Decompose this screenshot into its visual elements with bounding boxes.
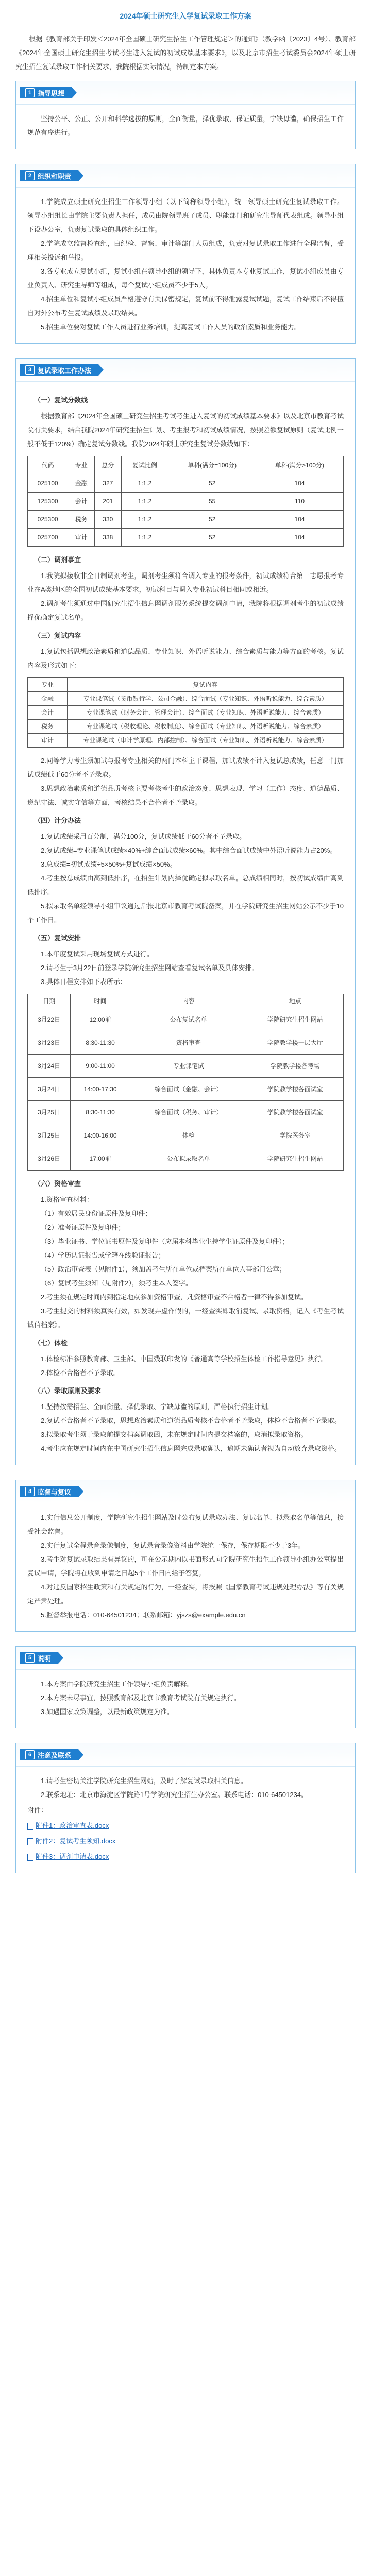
table-cell: 学院教学楼各考场 bbox=[247, 1055, 343, 1078]
table-cell: 3月26日 bbox=[28, 1147, 71, 1171]
table-cell: 综合面试（税务、审计） bbox=[130, 1101, 247, 1124]
table-header-row bbox=[28, 994, 344, 1008]
table-row bbox=[28, 1101, 344, 1124]
paragraph: 3.考生对复试录取结果有异议的，可在公示期内以书面形式向学院研究生招生工作领导小组办公室提出复议申请，学院将在收到申请之日起5个工作日内给予答复。 bbox=[27, 1555, 344, 1577]
section-notes bbox=[15, 1646, 356, 1728]
section-header bbox=[16, 81, 355, 105]
table-header: 地点 bbox=[247, 994, 343, 1008]
table-header: 单科(满分>100分) bbox=[256, 456, 344, 474]
section-header bbox=[16, 359, 355, 382]
table-cell: 体检 bbox=[130, 1124, 247, 1147]
section-contact bbox=[15, 1743, 356, 1873]
table-cell: 104 bbox=[256, 511, 344, 529]
schedule-table bbox=[27, 994, 344, 1171]
paragraph: 1.学院成立硕士研究生招生工作领导小组（以下简称领导小组），统一领导硕士研究生复试录取工作。领导小组组长由学院主要负责人担任，成员由院领导班子成员、职能部门和研究生导师代表组成。领导小组下设办公室，负责复试录取的具体组织工作。 bbox=[27, 198, 344, 233]
paragraph: 坚持公平、公正、公开和科学选拔的原则，全面衡量，择优录取，保证质量，宁缺毋滥，确保招生工作规范有序进行。 bbox=[27, 115, 344, 137]
subheading: （三）复试内容 bbox=[34, 632, 81, 639]
table-cell: 税务 bbox=[68, 511, 95, 529]
paragraph: 2.实行复试全程录音录像制度，复试录音录像资料由学院统一保存，保存期限不少于3年。 bbox=[41, 1541, 305, 1549]
paragraph: 3.思想政治素质和道德品质考核主要考核考生的政治态度、思想表现、学习（工作）态度、道德品质、遵纪守法、诚实守信等方面，考核结果不合格者不予录取。 bbox=[27, 785, 344, 806]
table-header: 时间 bbox=[71, 994, 130, 1008]
section-title: 注意及联系 bbox=[38, 1751, 72, 1759]
paragraph: 2.同等学力考生须加试与报考专业相关的两门本科主干课程，加试成绩不计入复试总成绩，任意一门加试成绩低于60分者不予录取。 bbox=[27, 757, 344, 778]
section-header bbox=[16, 1480, 355, 1503]
table-header: 专业 bbox=[28, 678, 68, 692]
table-cell: 104 bbox=[256, 529, 344, 547]
paragraph: 3.拟录取考生须于录取前提交档案调取函，未在规定时间内提交档案的，取消拟录取资格。 bbox=[41, 1431, 308, 1438]
section-number: 5 bbox=[25, 1653, 35, 1663]
table-cell: 专业课笔试（税收理论、税收制度）、综合面试（专业知识、外语听说能力、综合素质） bbox=[68, 720, 344, 734]
table-cell: 专业课笔试 bbox=[130, 1055, 247, 1078]
table-row bbox=[28, 474, 344, 493]
table-cell: 14:00-17:30 bbox=[71, 1078, 130, 1101]
table-row bbox=[28, 734, 344, 748]
table-cell: 025700 bbox=[28, 529, 68, 547]
document-icon bbox=[27, 1854, 33, 1861]
attachment-link[interactable]: 附件2：复试考生须知.docx bbox=[36, 1837, 116, 1845]
section-tag bbox=[20, 170, 78, 181]
paragraph: 1.坚持按需招生、全面衡量、择优录取、宁缺毋滥的原则，严格执行招生计划。 bbox=[41, 1403, 274, 1411]
table-cell: 025300 bbox=[28, 511, 68, 529]
table-cell: 3月23日 bbox=[28, 1031, 71, 1055]
paragraph: 3.考生提交的材料须真实有效，如发现弄虚作假的，一经查实即取消复试、录取资格，记入《考生考试诚信档案》。 bbox=[27, 1307, 344, 1329]
table-cell: 3月25日 bbox=[28, 1101, 71, 1124]
paragraph: （3）毕业证书、学位证书原件及复印件（应届本科毕业生持学生证原件及复印件）； bbox=[41, 1238, 289, 1245]
paragraph: 2.学院成立监督检查组，由纪检、督察、审计等部门人员组成，负责对复试录取工作进行全程监督，受理相关投诉和举报。 bbox=[27, 240, 344, 261]
table-cell: 1:1.2 bbox=[121, 511, 168, 529]
table-cell: 学院教学楼各面试室 bbox=[247, 1078, 343, 1101]
paragraph: （5）政治审查表（见附件1），须加盖考生所在单位或档案所在单位人事部门公章； bbox=[41, 1265, 286, 1273]
table-header: 总分 bbox=[94, 456, 121, 474]
table-cell: 330 bbox=[94, 511, 121, 529]
table-header-row bbox=[28, 456, 344, 474]
attachment-item[interactable] bbox=[27, 1819, 344, 1833]
paragraph: 1.本年度复试采用现场复试方式进行。 bbox=[41, 950, 154, 958]
paragraph: 1.体检标准参照教育部、卫生部、中国残联印发的《普通高等学校招生体检工作指导意见》执行。 bbox=[41, 1355, 328, 1363]
intro-paragraph: 根据《教育部关于印发＜2024年全国硕士研究生招生工作管理规定＞的通知》（教学函〔2023〕4号）、教育部《2024年全国硕士研究生招生考试考生进入复试的初试成绩基本要求》，以及北京市招生考试委员会2024年硕士研究生招生复试录取工作相关要求，我院根据实际情况，特制定本方案。 bbox=[15, 35, 356, 71]
paragraph: 2.请考生于3月22日前登录学院研究生招生网站查看复试名单及具体安排。 bbox=[41, 964, 259, 972]
section-procedure bbox=[15, 358, 356, 1465]
table-row bbox=[28, 1031, 344, 1055]
section-title: 指导思想 bbox=[38, 89, 65, 97]
paragraph: 3.如遇国家政策调整，以最新政策规定为准。 bbox=[41, 1708, 174, 1716]
table-cell: 1:1.2 bbox=[121, 529, 168, 547]
table-cell: 资格审查 bbox=[130, 1031, 247, 1055]
table-cell: 综合面试（金融、会计） bbox=[130, 1078, 247, 1101]
section-tag bbox=[20, 1486, 78, 1497]
table-row bbox=[28, 706, 344, 720]
section-header bbox=[16, 164, 355, 188]
table-cell: 8:30-11:30 bbox=[71, 1031, 130, 1055]
table-cell: 学院教学楼各面试室 bbox=[247, 1101, 343, 1124]
table-cell: 金融 bbox=[28, 692, 68, 706]
paragraph: 1.复试包括思想政治素质和道德品质、专业知识、外语听说能力、综合素质与能力等方面的考核。复试内容及形式如下： bbox=[27, 648, 344, 669]
section-body bbox=[16, 382, 355, 1465]
table-cell: 125300 bbox=[28, 493, 68, 511]
section-body bbox=[16, 1503, 355, 1631]
table-cell: 审计 bbox=[28, 734, 68, 748]
table-header: 日期 bbox=[28, 994, 71, 1008]
table-row bbox=[28, 1055, 344, 1078]
table-cell: 52 bbox=[168, 511, 256, 529]
subheading: （五）复试安排 bbox=[34, 934, 81, 942]
table-cell: 52 bbox=[168, 529, 256, 547]
paragraph: 3.具体日程安排如下表所示： bbox=[41, 978, 127, 986]
table-cell: 3月24日 bbox=[28, 1078, 71, 1101]
table-cell: 3月24日 bbox=[28, 1055, 71, 1078]
table-row bbox=[28, 720, 344, 734]
paragraph: 根据教育部《2024年全国硕士研究生招生考试考生进入复试的初试成绩基本要求》以及北京市教育考试院有关要求，结合我院2024年研究生招生计划、考生报考和初试成绩情况，按照差额复试原则（复试比例一般不低于120%）确定复试分数线。我院2024年硕士研究生复试分数线如下： bbox=[27, 412, 344, 448]
table-row bbox=[28, 493, 344, 511]
paragraph: 5.招生单位要对复试工作人员进行业务培训，提高复试工作人员的政治素质和业务能力。 bbox=[41, 323, 301, 331]
table-cell: 公布复试名单 bbox=[130, 1008, 247, 1031]
table-cell: 104 bbox=[256, 474, 344, 493]
paragraph: 2.复试不合格者不予录取，思想政治素质和道德品质考核不合格者不予录取，体检不合格者不予录取。 bbox=[41, 1417, 341, 1425]
table-row bbox=[28, 1008, 344, 1031]
paragraph: 5.拟录取名单经领导小组审议通过后报北京市教育考试院备案，并在学院研究生招生网站公示不少于10个工作日。 bbox=[27, 902, 344, 924]
section-number: 6 bbox=[25, 1750, 35, 1759]
table-cell: 专业课笔试（货币银行学、公司金融）、综合面试（专业知识、外语听说能力、综合素质） bbox=[68, 692, 344, 706]
section-number: 1 bbox=[25, 88, 35, 97]
table-cell: 会计 bbox=[68, 493, 95, 511]
paragraph: 2.调剂考生须通过中国研究生招生信息网调剂服务系统提交调剂申请，我院将根据调剂考生的初试成绩择优确定复试名单。 bbox=[27, 600, 344, 621]
table-cell: 14:00-16:00 bbox=[71, 1124, 130, 1147]
table-cell: 12:00前 bbox=[71, 1008, 130, 1031]
section-tag bbox=[20, 1652, 58, 1664]
subheading: （八）录取原则及要求 bbox=[34, 1387, 102, 1395]
section-number: 2 bbox=[25, 171, 35, 180]
section-number: 3 bbox=[25, 365, 35, 375]
paragraph: 4.对违反国家招生政策和有关规定的行为，一经查实，将按照《国家教育考试违规处理办法》等有关规定严肃处理。 bbox=[27, 1583, 344, 1605]
table-cell: 338 bbox=[94, 529, 121, 547]
table-cell: 学院研究生招生网站 bbox=[247, 1147, 343, 1171]
attachment-item[interactable] bbox=[27, 1835, 344, 1848]
table-cell: 1:1.2 bbox=[121, 474, 168, 493]
subheading: （四）计分办法 bbox=[34, 817, 81, 824]
paragraph: 4.考生应在规定时间内在中国研究生招生信息网完成录取确认，逾期未确认者视为自动放弃录取资格。 bbox=[41, 1445, 341, 1452]
section-title: 复试录取工作办法 bbox=[38, 366, 92, 375]
paragraph: 1.复试成绩采用百分制，满分100分，复试成绩低于60分者不予录取。 bbox=[41, 833, 246, 840]
table-cell: 1:1.2 bbox=[121, 493, 168, 511]
paragraph: 2.联系地址：北京市海淀区学院路1号学院研究生招生办公室。联系电话：010-64501234。 bbox=[41, 1791, 308, 1799]
paragraph: 1.请考生密切关注学院研究生招生网站，及时了解复试录取相关信息。 bbox=[41, 1777, 247, 1785]
paragraph: 2.复试成绩=专业课笔试成绩×40%+综合面试成绩×60%。其中综合面试成绩中外语听说能力占20%。 bbox=[41, 846, 337, 854]
page-title-bar bbox=[15, 0, 356, 32]
section-tag bbox=[20, 87, 72, 98]
section-header bbox=[16, 1743, 355, 1767]
section-body bbox=[16, 188, 355, 343]
table-cell: 3月25日 bbox=[28, 1124, 71, 1147]
document-icon bbox=[27, 1838, 33, 1845]
paragraph: （2）准考证原件及复印件； bbox=[41, 1224, 125, 1231]
paragraph: 1.实行信息公开制度，学院研究生招生网站及时公布复试录取办法、复试名单、拟录取名单等信息，接受社会监督。 bbox=[27, 1514, 344, 1535]
table-row bbox=[28, 692, 344, 706]
table-cell: 327 bbox=[94, 474, 121, 493]
attachments-label: 附件： bbox=[27, 1806, 48, 1814]
table-header-row bbox=[28, 678, 344, 692]
subheading: （二）调剂事宜 bbox=[34, 556, 81, 564]
table-cell: 会计 bbox=[28, 706, 68, 720]
table-header: 单科(满分=100分) bbox=[168, 456, 256, 474]
table-cell: 55 bbox=[168, 493, 256, 511]
table-cell: 税务 bbox=[28, 720, 68, 734]
section-body bbox=[16, 1670, 355, 1728]
table-header: 复试比例 bbox=[121, 456, 168, 474]
table-cell: 17:00前 bbox=[71, 1147, 130, 1171]
table-cell: 3月22日 bbox=[28, 1008, 71, 1031]
score-line-table bbox=[27, 456, 344, 547]
subheading: （一）复试分数线 bbox=[34, 396, 88, 404]
section-supervision bbox=[15, 1480, 356, 1632]
page-title: 2024年硕士研究生入学复试录取工作方案 bbox=[120, 12, 251, 20]
paragraph: 1.本方案由学院研究生招生工作领导小组负责解释。 bbox=[41, 1680, 194, 1688]
paragraph: 5.监督举报电话：010-64501234；联系邮箱：yjszs@example.edu.cn bbox=[41, 1611, 246, 1619]
table-cell: 110 bbox=[256, 493, 344, 511]
paragraph: （4）学历认证报告或学籍在线验证报告； bbox=[41, 1251, 165, 1259]
section-tag bbox=[20, 364, 98, 376]
table-cell: 025100 bbox=[28, 474, 68, 493]
section-organization bbox=[15, 164, 356, 344]
attachment-item[interactable] bbox=[27, 1850, 344, 1863]
paragraph: 2.考生须在规定时间内到指定地点参加资格审查，凡资格审查不合格者一律不得参加复试。 bbox=[41, 1293, 308, 1301]
table-header: 代码 bbox=[28, 456, 68, 474]
paragraph: 1.我院拟接收非全日制调剂考生，调剂考生须符合调入专业的报考条件，初试成绩符合第一志愿报考专业在A类地区的全国初试成绩基本要求，初试科目与调入专业初试科目相同或相近。 bbox=[27, 572, 344, 594]
section-title: 组织和职责 bbox=[38, 172, 72, 180]
table-cell: 公布拟录取名单 bbox=[130, 1147, 247, 1171]
paragraph: （6）复试考生须知（见附件2），须考生本人签字。 bbox=[41, 1279, 192, 1287]
attachment-link[interactable]: 附件1：政治审查表.docx bbox=[36, 1822, 109, 1829]
subheading: （七）体检 bbox=[34, 1339, 68, 1347]
table-cell: 学院医务室 bbox=[247, 1124, 343, 1147]
section-tag bbox=[20, 1749, 78, 1760]
section-header bbox=[16, 1647, 355, 1670]
attachment-link[interactable]: 附件3：调剂申请表.docx bbox=[36, 1853, 109, 1860]
table-cell: 学院研究生招生网站 bbox=[247, 1008, 343, 1031]
paragraph: （1）有效居民身份证原件及复印件； bbox=[41, 1210, 152, 1217]
section-body bbox=[16, 105, 355, 149]
table-cell: 9:00-11:00 bbox=[71, 1055, 130, 1078]
paragraph: 4.考生按总成绩由高到低排序，在招生计划内择优确定拟录取名单。总成绩相同时，按初试成绩由高到低排序。 bbox=[27, 874, 344, 896]
table-cell: 金融 bbox=[68, 474, 95, 493]
table-row bbox=[28, 1147, 344, 1171]
table-header: 专业 bbox=[68, 456, 95, 474]
paragraph: 2.体检不合格者不予录取。 bbox=[41, 1369, 120, 1377]
table-header: 内容 bbox=[130, 994, 247, 1008]
section-number: 4 bbox=[25, 1487, 35, 1496]
paragraph: 4.招生单位和复试小组成员严格遵守有关保密规定，复试前不得泄露复试试题，复试工作结束后不得擅自对外公布考生复试成绩及录取结果。 bbox=[27, 295, 344, 317]
table-cell: 专业课笔试（财务会计、管理会计）、综合面试（专业知识、外语听说能力、综合素质） bbox=[68, 706, 344, 720]
table-cell: 专业课笔试（审计学原理、内部控制）、综合面试（专业知识、外语听说能力、综合素质） bbox=[68, 734, 344, 748]
retest-content-table bbox=[27, 677, 344, 748]
section-body bbox=[16, 1767, 355, 1873]
document-icon bbox=[27, 1823, 33, 1830]
table-cell: 201 bbox=[94, 493, 121, 511]
paragraph: 1.资格审查材料： bbox=[41, 1196, 93, 1204]
table-cell: 52 bbox=[168, 474, 256, 493]
table-row bbox=[28, 529, 344, 547]
subheading: （六）资格审查 bbox=[34, 1180, 81, 1188]
table-row bbox=[28, 1124, 344, 1147]
paragraph: 3.总成绩=初试成绩÷5×50%+复试成绩×50%。 bbox=[41, 860, 177, 868]
paragraph: 2.本方案未尽事宜，按照教育部及北京市教育考试院有关规定执行。 bbox=[41, 1694, 241, 1702]
section-title: 说明 bbox=[38, 1654, 52, 1663]
table-cell: 审计 bbox=[68, 529, 95, 547]
table-cell: 8:30-11:30 bbox=[71, 1101, 130, 1124]
table-row bbox=[28, 1078, 344, 1101]
table-row bbox=[28, 511, 344, 529]
section-title: 监督与复议 bbox=[38, 1488, 72, 1496]
table-header: 复试内容 bbox=[68, 678, 344, 692]
section-guiding bbox=[15, 81, 356, 149]
table-cell: 学院教学楼一层大厅 bbox=[247, 1031, 343, 1055]
paragraph: 3.各专业成立复试小组，复试小组在领导小组的领导下，具体负责本专业复试工作，复试小组成员由专业负责人、研究生导师等组成，每个复试小组成员不少于5人。 bbox=[27, 267, 344, 289]
